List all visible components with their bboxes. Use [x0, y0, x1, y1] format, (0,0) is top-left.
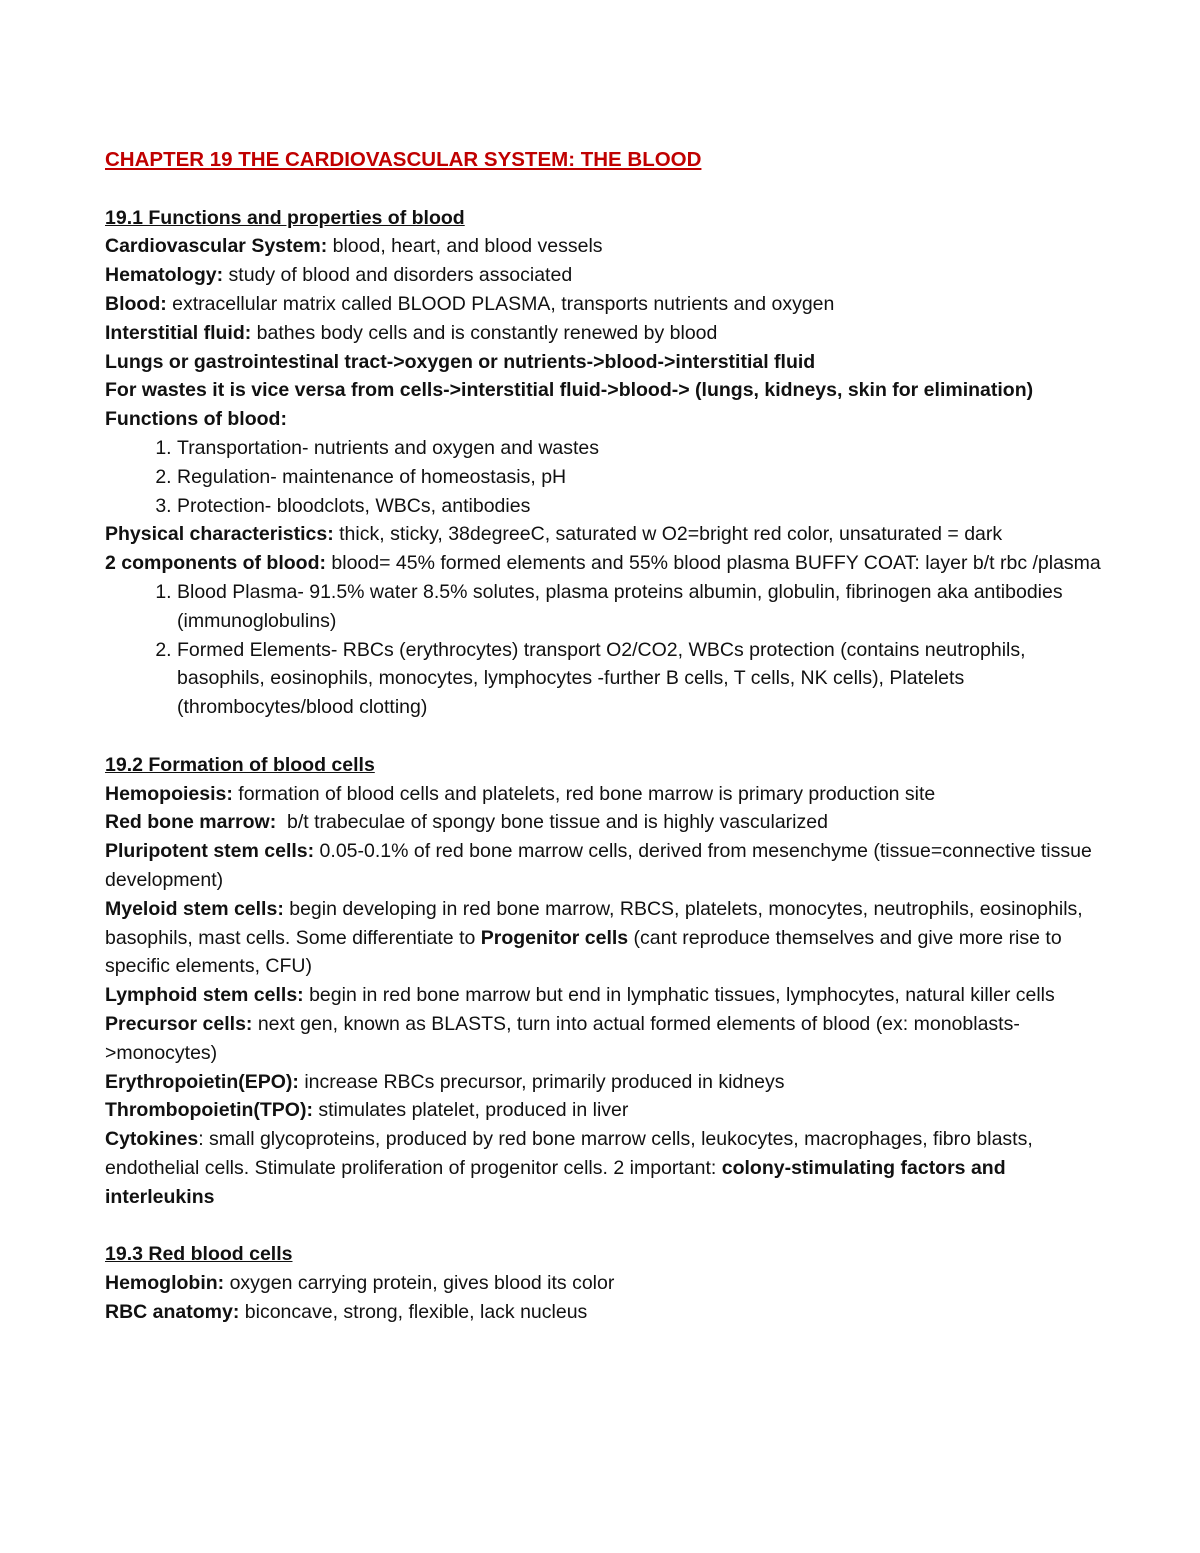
definition-text: blood, heart, and blood vessels: [327, 235, 603, 258]
definition-line: [105, 261, 1110, 290]
term: Precursor cells:: [105, 1012, 253, 1035]
definition-line: [105, 895, 1110, 981]
functions-label: Functions of blood:: [105, 408, 287, 431]
components-list: [105, 578, 1110, 722]
term: Progenitor cells: [480, 926, 629, 949]
term: Lymphoid stem cells:: [105, 984, 304, 1007]
definition-text: blood= 45% formed elements and 55% blood plasma BUFFY COAT: layer b/t rbc /plasma: [325, 552, 1101, 575]
term: Blood:: [105, 292, 167, 315]
section-heading: 19.1 Functions and properties of blood: [105, 206, 465, 229]
term: Physical characteristics:: [105, 523, 334, 546]
definition-line: [105, 780, 1110, 809]
term: Cytokines: [105, 1128, 199, 1151]
definition-text: biconcave, strong, flexible, lack nucleus: [239, 1300, 588, 1323]
definition-text: study of blood and disorders associated: [223, 264, 573, 287]
definition-line: [105, 1125, 1110, 1211]
term: Thrombopoietin(TPO):: [105, 1099, 313, 1122]
definition-text: (cant reproduce themselves and give more rise to specific elements, CFU): [105, 926, 1062, 978]
list-item: 2. Regulation- maintenance of homeostasis, pH: [177, 463, 1110, 492]
definition-line: [105, 520, 1110, 549]
definition-text: begin in red bone marrow but end in lymphatic tissues, lymphocytes, natural killer cells: [303, 984, 1055, 1007]
definition-text: formation of blood cells and platelets, red bone marrow is primary production site: [232, 782, 936, 805]
definition-text: extracellular matrix called BLOOD PLASMA, transports nutrients and oxygen: [166, 292, 835, 315]
term: Red bone marrow:: [105, 811, 277, 834]
list-item: 1. Blood Plasma- 91.5% water 8.5% solutes, plasma proteins albumin, globulin, fibrinogen aka antibodies (immunoglobulins): [177, 578, 1110, 636]
definition-text: : small glycoproteins, produced by red bone marrow cells, leukocytes, macrophages, fibro blasts, endothelial cells. Stimulate proliferation of progenitor cells. 2 important:: [105, 1128, 1033, 1179]
definition-line: [105, 549, 1110, 578]
term: Erythropoietin(EPO):: [105, 1070, 299, 1093]
definition-text: thick, sticky, 38degreeC, saturated w O2=bright red color, unsaturated = dark: [333, 523, 1003, 546]
definition-text: bathes body cells and is constantly renewed by blood: [251, 321, 718, 344]
term: colony-stimulating factors and interleukins: [105, 1156, 1006, 1208]
section-heading: 19.2 Formation of blood cells: [105, 753, 375, 776]
definition-text: b/t trabeculae of spongy bone tissue and is highly vascularized: [276, 811, 828, 834]
term: Hemoglobin:: [105, 1272, 225, 1295]
definition-line: [105, 808, 1110, 837]
functions-list: [105, 434, 1110, 520]
section-19-1: [105, 204, 1110, 722]
definition-line: [105, 1298, 1110, 1327]
definition-line: [105, 232, 1110, 261]
definition-line: [105, 319, 1110, 348]
definition-line: [105, 290, 1110, 319]
list-item: 2. Formed Elements- RBCs (erythrocytes) transport O2/CO2, WBCs protection (contains neutrophils, basophils, eosinophils, monocytes, lymphocytes -further B cells, T cells, NK cells), Platelets (thrombocytes/blood clotting): [177, 636, 1110, 722]
definition-line: [105, 1269, 1110, 1298]
definition-text: oxygen carrying protein, gives blood its color: [224, 1272, 615, 1295]
section-19-3: [105, 1240, 1110, 1326]
flow-line: Lungs or gastrointestinal tract->oxygen or nutrients->blood->interstitial fluid: [105, 350, 816, 373]
term: Cardiovascular System:: [105, 235, 328, 258]
definition-text: stimulates platelet, produced in liver: [312, 1099, 629, 1122]
term: Interstitial fluid:: [105, 321, 252, 344]
definition-line: [105, 1068, 1110, 1097]
term: Hematology:: [105, 264, 224, 287]
definition-line: [105, 837, 1110, 895]
definition-text: 0.05-0.1% of red bone marrow cells, derived from mesenchyme (tissue=connective tissue development): [105, 840, 1092, 891]
term: Pluripotent stem cells:: [105, 840, 315, 863]
chapter-title: CHAPTER 19 THE CARDIOVASCULAR SYSTEM: THE BLOOD: [105, 148, 702, 171]
list-item: 1. Transportation- nutrients and oxygen and wastes: [177, 434, 1110, 463]
list-item: 3. Protection- bloodclots, WBCs, antibodies: [177, 492, 1110, 521]
term: RBC anatomy:: [105, 1300, 240, 1323]
flow-line: For wastes it is vice versa from cells->interstitial fluid->blood-> (lungs, kidneys, skin for elimination): [105, 379, 1034, 402]
definition-text: begin developing in red bone marrow, RBCS, platelets, monocytes, neutrophils, eosinophils, basophils, mast cells. Some differentiate to: [105, 897, 1083, 949]
section-19-2: [105, 751, 1110, 1212]
definition-text: increase RBCs precursor, primarily produced in kidneys: [298, 1070, 785, 1093]
term: 2 components of blood:: [105, 552, 326, 575]
term: Hemopoiesis:: [105, 782, 233, 805]
definition-line: [105, 1010, 1110, 1068]
section-heading: 19.3 Red blood cells: [105, 1243, 293, 1266]
definition-line: [105, 1096, 1110, 1125]
definition-line: [105, 981, 1110, 1010]
term: Myeloid stem cells:: [105, 897, 284, 920]
definition-text: next gen, known as BLASTS, turn into actual formed elements of blood (ex: monoblasts->monocytes): [105, 1012, 1020, 1064]
